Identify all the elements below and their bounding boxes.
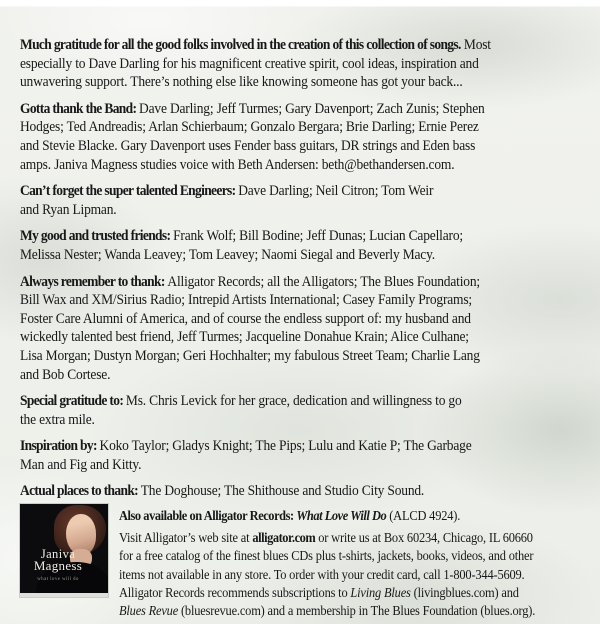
cover-album-subtitle: what love will do [37,577,79,582]
credit-line [20,201,491,220]
credit-lead: My good and trusted friends: [20,228,174,245]
paragraph-inspiration [20,437,491,474]
paragraph-trusted-friends [20,227,491,264]
credit-line [20,392,491,411]
promo-section [20,504,581,620]
credit-line [20,118,491,137]
also-available-lead: Also available on Alligator Records: [119,508,297,523]
blues-revue-title: Blues Revue [119,603,179,619]
catalog-number: (ALCD 4924). [386,508,461,523]
credit-lead: Much gratitude for all the good folks involved in the creation of this collection of songs. [20,37,461,53]
catalog-text: for a free catalog of the finest blues CDs plus t-shirts, jackets, books, videos, and other [119,548,534,564]
credit-lead: Gotta thank the Band: [20,100,140,117]
album-cover-thumbnail [20,504,108,597]
website-text: alligator.com [252,530,316,546]
paragraph-always-remember [20,273,491,385]
credit-text: and Stevie Blacke. Gary Davenport uses Fender bass guitars, DR strings and Eden bass [20,137,476,154]
credit-text: Dave Darling; Jeff Turmes; Gary Davenport; Zach Zunis; Stephen [139,100,485,117]
album-title: What Love Will Do [296,508,387,523]
credit-line [20,137,491,156]
cover-artist-last-name: Magness [33,558,83,573]
credit-line [20,456,491,475]
living-blues-title: Living Blues [350,584,411,600]
credit-text: and Ryan Lipman. [20,201,117,218]
catalog-line [119,602,535,620]
paragraph-special-gratitude [20,392,491,429]
credit-text: Most [460,37,491,53]
credit-text: Man and Fig and Kitty. [20,456,142,473]
credit-text: Bill Wax and XM/Sirius Radio; Intrepid Artists International; Casey Family Programs; [20,292,472,309]
catalog-text: Alligator Records recommends subscriptions to [119,584,351,600]
credit-line [20,156,491,175]
credit-text: The Doghouse; The Shithouse and Studio City Sound. [140,483,425,500]
credit-text: amps. Janiva Magness studies voice with Beth Andersen: beth@bethandersen.com. [20,156,455,173]
credit-text: Frank Wolf; Bill Bodine; Jeff Dunas; Lucian Capellaro; [173,228,463,245]
credit-line [20,73,491,92]
catalog-text: (livingblues.com) and [410,584,519,600]
credit-lead: Inspiration by: [20,438,100,455]
paragraph-much-gratitude [20,36,491,92]
credit-line [20,328,491,347]
credit-text: especially to Dave Darling for his magnificent creative spirit, cool ideas, inspiration and [20,55,479,72]
paragraph-thank-the-band [20,100,491,174]
credit-lead: Special gratitude to: [20,393,126,410]
credit-line [20,273,491,292]
credit-line [20,246,491,265]
promo-text [119,504,535,620]
cover-bottom-strip [20,593,108,597]
credit-line [20,347,491,366]
credit-lead: Actual places to thank: [20,483,141,500]
credit-text: Hodges; Ted Andreadis; Arlan Schierbaum; Gonzalo Bergara; Brie Darling; Ernie Perez [20,119,479,136]
credit-text: Lisa Morgan; Dustyn Morgan; Geri Hochhalter; my fabulous Street Team; Charlie Lang [20,347,480,364]
credit-text: the extra mile. [20,411,95,428]
credits-section [20,36,491,509]
credit-line [20,182,491,201]
catalog-line [119,547,535,565]
catalog-line [119,529,535,547]
credit-text: and Bob Cortese. [20,366,111,383]
credit-text: unwavering support. There’s nothing else like knowing someone has got your back... [20,74,463,91]
cover-artist-name [25,548,91,586]
paragraph-actual-places [20,482,491,501]
credit-text: Melissa Nester; Wanda Leavey; Tom Leavey; Naomi Siegal and Beverly Macy. [20,246,435,263]
credit-text: Koko Taylor; Gladys Knight; The Pips; Lulu and Katie P; The Garbage [99,438,472,455]
credit-line [20,291,491,310]
paragraph-engineers [20,182,491,219]
credit-line [20,310,491,329]
catalog-text: or write us at Box 60234, Chicago, IL 60660 [315,530,533,546]
credit-line [20,437,491,456]
credit-text: Foster Care Alumni of America, and of course the endless support of: my husband and [20,310,471,327]
catalog-text: Visit Alligator’s web site at [119,530,253,546]
credit-text: Ms. Chris Levick for her grace, dedication and willingness to go [125,393,462,410]
credit-lead: Can’t forget the super talented Engineers: [20,183,239,200]
credit-line [20,36,491,55]
catalog-line [119,566,535,584]
credit-line [20,366,491,385]
credit-line [20,227,491,246]
catalog-line [119,584,535,602]
credit-line [20,55,491,74]
credit-line [20,411,491,430]
credit-text: Alligator Records; all the Alligators; The Blues Foundation; [167,273,480,290]
credit-text: wickedly talented best friend, Jeff Turmes; Jacqueline Donahue Krain; Alice Culhane; [20,329,469,346]
credit-line [20,100,491,119]
catalog-text: items not available in any store. To order with your credit card, call 1-800-344-5609. [119,566,525,582]
cover-artist-first-name: Janiva [40,547,76,561]
credit-line [20,482,491,501]
also-available-line [119,507,535,525]
credit-text: Dave Darling; Neil Citron; Tom Weir [238,183,434,200]
catalog-text: (bluesrevue.com) and a membership in The Blues Foundation (blues.org). [178,603,536,619]
credit-lead: Always remember to thank: [20,273,168,290]
